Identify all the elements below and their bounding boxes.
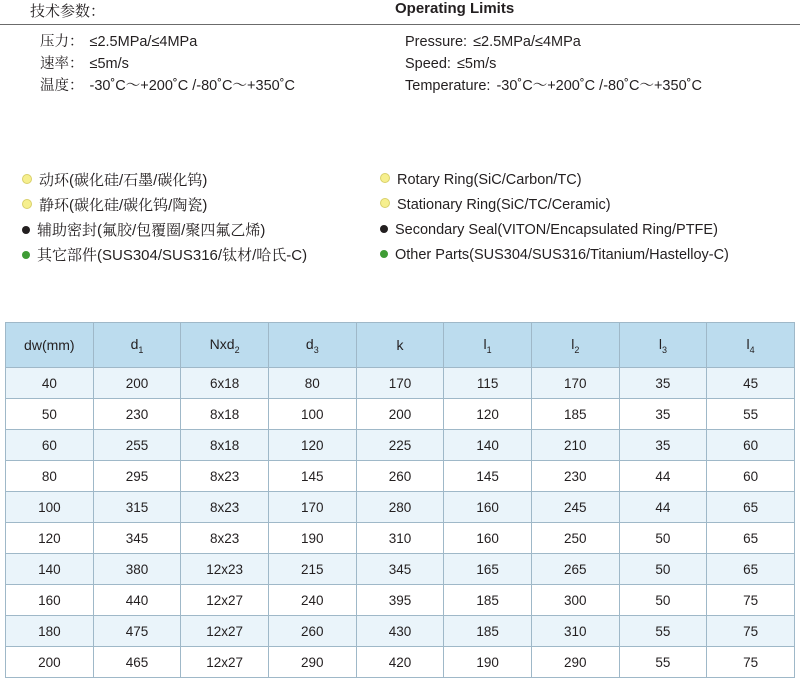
cell-l4: 60: [707, 430, 795, 461]
cell-l4: 55: [707, 399, 795, 430]
materials-en-list: [380, 168, 800, 268]
cell-dw: 160: [6, 585, 94, 616]
spec-label-pressure-cn: 压力：: [40, 34, 84, 50]
cell-l3: 44: [619, 461, 707, 492]
cell-l1: 120: [444, 399, 532, 430]
cell-nxd2: 8x18: [181, 430, 269, 461]
header-sub: 1: [486, 344, 492, 355]
spec-value-pressure-en: ≤2.5MPa/≤4MPa: [473, 34, 581, 50]
cell-l2: 245: [531, 492, 619, 523]
list-item: [380, 243, 800, 268]
cell-l2: 185: [531, 399, 619, 430]
table-row: [6, 430, 795, 461]
cell-d3: 240: [268, 585, 356, 616]
spec-label-temperature-en: Temperature:: [405, 78, 491, 94]
cell-dw: 120: [6, 523, 94, 554]
table-row: [6, 523, 795, 554]
table-header-row: [6, 323, 795, 368]
spec-line-pressure-en: [395, 31, 800, 53]
material-label: 静环(碳化硅/碳化钨/陶瓷): [39, 197, 208, 214]
cell-nxd2: 8x23: [181, 492, 269, 523]
specifications-title-en-col: [390, 0, 800, 24]
material-label: 辅助密封(氟胶/包覆圈/聚四氟乙烯): [37, 222, 266, 239]
cell-l2: 265: [531, 554, 619, 585]
bullet-icon: [22, 174, 32, 184]
bullet-icon: [380, 225, 388, 233]
list-item: [380, 193, 800, 218]
cell-l4: 65: [707, 492, 795, 523]
cell-d3: 190: [268, 523, 356, 554]
spec-line-pressure-cn: [30, 31, 390, 53]
cell-nxd2: 12x27: [181, 616, 269, 647]
cell-l3: 50: [619, 585, 707, 616]
column-header-l4: [707, 323, 795, 368]
list-item: [22, 168, 380, 193]
cell-dw: 100: [6, 492, 94, 523]
cell-l4: 75: [707, 585, 795, 616]
cell-d3: 170: [268, 492, 356, 523]
spec-label-temperature-cn: 温度：: [40, 78, 84, 94]
cell-l3: 35: [619, 368, 707, 399]
specifications-en-list: [390, 31, 800, 97]
header-sub: 4: [749, 344, 755, 355]
table-row: [6, 492, 795, 523]
material-label: 动环(碳化硅/石墨/碳化钨): [39, 172, 208, 189]
cell-d3: 215: [268, 554, 356, 585]
cell-k: 280: [356, 492, 444, 523]
cell-l2: 290: [531, 647, 619, 678]
table-row: [6, 399, 795, 430]
materials-cn-list: [0, 168, 380, 268]
spec-value-temperature-en: -30˚C～+200˚C /-80˚C～+350˚C: [496, 78, 702, 94]
cell-l1: 160: [444, 492, 532, 523]
table-row: [6, 647, 795, 678]
cell-d1: 465: [93, 647, 181, 678]
cell-k: 200: [356, 399, 444, 430]
cell-l2: 230: [531, 461, 619, 492]
cell-nxd2: 8x23: [181, 523, 269, 554]
cell-l4: 60: [707, 461, 795, 492]
header-sub: 2: [574, 344, 580, 355]
cell-nxd2: 6x18: [181, 368, 269, 399]
header-main: l: [746, 335, 750, 352]
cell-l1: 160: [444, 523, 532, 554]
column-header-l1: [444, 323, 532, 368]
column-header-l3: [619, 323, 707, 368]
cell-d3: 290: [268, 647, 356, 678]
specifications-title-cn-col: [0, 0, 390, 24]
bullet-icon: [22, 251, 30, 259]
specifications-title-cn: 技术参数：: [30, 3, 106, 20]
specifications-titles-row: [0, 0, 800, 24]
spec-value-speed-en: ≤5m/s: [456, 56, 497, 72]
cell-l3: 35: [619, 430, 707, 461]
cell-k: 430: [356, 616, 444, 647]
cell-nxd2: 8x18: [181, 399, 269, 430]
cell-l2: 300: [531, 585, 619, 616]
cell-d3: 80: [268, 368, 356, 399]
cell-l2: 250: [531, 523, 619, 554]
cell-l1: 185: [444, 585, 532, 616]
cell-dw: 60: [6, 430, 94, 461]
spec-line-speed-en: [395, 53, 800, 75]
list-item: [380, 218, 800, 243]
cell-nxd2: 12x27: [181, 647, 269, 678]
bullet-icon: [380, 173, 390, 183]
cell-dw: 50: [6, 399, 94, 430]
cell-l4: 75: [707, 647, 795, 678]
cell-d3: 120: [268, 430, 356, 461]
cell-l2: 310: [531, 616, 619, 647]
header-main: l: [658, 335, 662, 352]
header-main: Nxd: [209, 335, 235, 352]
list-item: [22, 193, 380, 218]
cell-dw: 200: [6, 647, 94, 678]
spec-line-temperature-cn: [30, 75, 390, 97]
cell-l3: 50: [619, 523, 707, 554]
header-sub: 2: [234, 344, 240, 355]
cell-k: 420: [356, 647, 444, 678]
bullet-icon: [22, 226, 30, 234]
header-main: l: [571, 335, 575, 352]
cell-l1: 145: [444, 461, 532, 492]
cell-l3: 44: [619, 492, 707, 523]
material-label: Stationary Ring(SiC/TC/Ceramic): [397, 197, 611, 213]
cell-l4: 65: [707, 554, 795, 585]
spec-value-pressure-cn: ≤2.5MPa/≤4MPa: [89, 34, 198, 50]
spec-label-pressure-en: Pressure:: [405, 34, 468, 50]
cell-d1: 230: [93, 399, 181, 430]
spec-label-speed-cn: 速率：: [40, 56, 84, 72]
bullet-icon: [22, 199, 32, 209]
specifications-body-row: [0, 31, 800, 97]
spec-line-speed-cn: [30, 53, 390, 75]
cell-k: 260: [356, 461, 444, 492]
cell-k: 170: [356, 368, 444, 399]
cell-nxd2: 12x27: [181, 585, 269, 616]
table-body: [6, 368, 795, 678]
specifications-section: [0, 0, 800, 97]
cell-l3: 50: [619, 554, 707, 585]
cell-dw: 80: [6, 461, 94, 492]
cell-l3: 55: [619, 616, 707, 647]
header-main: k: [396, 337, 404, 353]
spec-label-speed-en: Speed:: [405, 56, 451, 72]
cell-k: 345: [356, 554, 444, 585]
cell-d3: 260: [268, 616, 356, 647]
cell-k: 395: [356, 585, 444, 616]
cell-l2: 210: [531, 430, 619, 461]
cell-k: 225: [356, 430, 444, 461]
cell-d3: 100: [268, 399, 356, 430]
column-header-d1: [93, 323, 181, 368]
cell-d1: 380: [93, 554, 181, 585]
cell-l1: 190: [444, 647, 532, 678]
table-row: [6, 616, 795, 647]
cell-l4: 65: [707, 523, 795, 554]
spec-line-temperature-en: [395, 75, 800, 97]
spec-value-temperature-cn: -30˚C～+200˚C /-80˚C～+350˚C: [89, 78, 295, 94]
dimensions-table: [5, 322, 795, 678]
dimensions-table-wrapper: [5, 322, 795, 678]
cell-d3: 145: [268, 461, 356, 492]
header-sub: 3: [313, 344, 319, 355]
cell-l3: 35: [619, 399, 707, 430]
cell-d1: 295: [93, 461, 181, 492]
cell-d1: 475: [93, 616, 181, 647]
header-sub: 3: [661, 344, 667, 355]
cell-d1: 255: [93, 430, 181, 461]
cell-l4: 45: [707, 368, 795, 399]
table-row: [6, 461, 795, 492]
bullet-icon: [380, 250, 388, 258]
column-header-d3: [268, 323, 356, 368]
cell-l3: 55: [619, 647, 707, 678]
table-row: [6, 554, 795, 585]
cell-l2: 170: [531, 368, 619, 399]
column-header-nxd2: [181, 323, 269, 368]
materials-section: [0, 168, 800, 268]
cell-l1: 115: [444, 368, 532, 399]
material-label: Rotary Ring(SiC/Carbon/TC): [397, 172, 582, 188]
column-header-k: [356, 323, 444, 368]
bullet-icon: [380, 198, 390, 208]
table-row: [6, 585, 795, 616]
cell-nxd2: 12x23: [181, 554, 269, 585]
cell-d1: 315: [93, 492, 181, 523]
material-label: Other Parts(SUS304/SUS316/Titanium/Hastelloy-C): [395, 247, 729, 263]
column-header-dw: [6, 323, 94, 368]
cell-dw: 180: [6, 616, 94, 647]
cell-d1: 345: [93, 523, 181, 554]
cell-l4: 75: [707, 616, 795, 647]
cell-l1: 185: [444, 616, 532, 647]
list-item: [380, 168, 800, 193]
cell-nxd2: 8x23: [181, 461, 269, 492]
table-head: [6, 323, 795, 368]
table-row: [6, 368, 795, 399]
header-sub: 1: [138, 344, 144, 355]
cell-d1: 200: [93, 368, 181, 399]
header-main: d: [130, 335, 139, 352]
header-main: d: [305, 335, 314, 352]
cell-l1: 165: [444, 554, 532, 585]
specifications-title-en: Operating Limits: [395, 0, 515, 17]
header-main: dw(mm): [24, 337, 75, 353]
header-main: l: [483, 335, 487, 352]
list-item: [22, 218, 380, 243]
cell-dw: 40: [6, 368, 94, 399]
cell-k: 310: [356, 523, 444, 554]
cell-l1: 140: [444, 430, 532, 461]
title-divider: [0, 24, 800, 25]
material-label: 其它部件(SUS304/SUS316/钛材/哈氏-C): [37, 247, 308, 264]
cell-dw: 140: [6, 554, 94, 585]
list-item: [22, 243, 380, 268]
material-label: Secondary Seal(VITON/Encapsulated Ring/PTFE): [395, 222, 718, 238]
column-header-l2: [531, 323, 619, 368]
specifications-cn-list: [0, 31, 390, 97]
cell-d1: 440: [93, 585, 181, 616]
spec-value-speed-cn: ≤5m/s: [89, 56, 129, 72]
